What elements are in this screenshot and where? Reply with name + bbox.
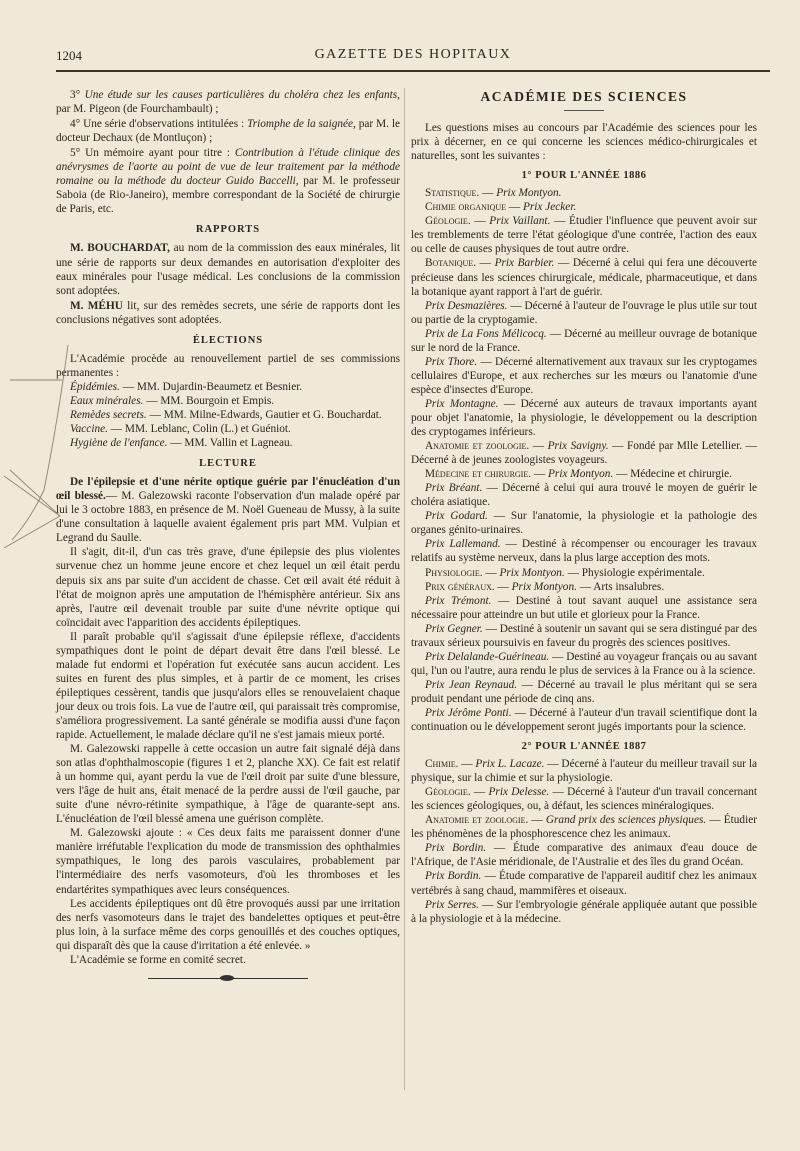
prize-description: — Décerné à l'auteur de l'ouvrage le plus utile sur tout ou partie de la cryptogamie. (411, 299, 757, 326)
prize-entry (411, 898, 757, 926)
lecture-body (56, 545, 400, 966)
prize-name: Prix Serres. (425, 898, 479, 911)
commission-members: — MM. Milne-Edwards, Gautier et G. Bouchardat. (146, 408, 382, 421)
item-title: Une étude sur les causes particulières du choléra chez les enfants, (84, 89, 400, 101)
commission-item (56, 408, 400, 422)
title-rule (564, 110, 604, 111)
commission-item (56, 422, 400, 436)
prize-name: Prix Delalande-Guérineau. (425, 650, 550, 663)
prize-category: Anatomie et zoologie. — (425, 814, 546, 827)
prize-entry (411, 622, 757, 650)
prize-description: — Étudier l'influence que peuvent avoir sur les tremblements de terre l'état géologique d'une contrée, l'action des eaux ou celle de causes physiques de tout autre ordre. (411, 215, 757, 256)
prize-name: Prix Bordin. (425, 842, 487, 855)
commission-name: Vaccine. (70, 423, 108, 436)
prize-category: Géologie. — (425, 786, 489, 799)
prize-description: — Étude comparative des animaux d'eau douce de l'Afrique, de l'Asie méridionale, de l'Australie et des îles du grand Océan. (411, 842, 758, 869)
prize-entry (411, 813, 757, 841)
prize-entry (411, 256, 757, 298)
prize-name: Prix Godard. (425, 510, 488, 523)
prize-description: — Décerné au meilleur ouvrage de botanique sur le nord de la France. (411, 327, 757, 354)
rapport-author: M. MÉHU (70, 299, 123, 312)
prize-entry (411, 397, 757, 439)
numbered-item (56, 117, 400, 145)
prize-name: Prix Jérôme Ponti. (425, 706, 512, 719)
lecture-text: — M. Galezowski raconte l'observation d'un malade opéré par lui le 3 octobre 1883, en présence de M. Noël Gueneau de Mussy, à la suite d'une consultation à laquelle avaient également pris part MM. Vulpian et Legrand du Saulle. (56, 490, 400, 545)
commission-members: — MM. Leblanc, Colin (L.) et Guéniot. (107, 423, 291, 436)
item-text: Un mémoire ayant pour titre : (85, 147, 235, 160)
rapports-list (56, 241, 400, 326)
prize-entry (411, 327, 757, 355)
commission-item (56, 436, 400, 450)
prize-description: — Décerné alternativement aux travaux sur les cryptogames cellulaires d'Europe, et aux recherches sur les mœurs ou l'anatomie d'une espèce d'insectes d'Europe. (411, 355, 757, 396)
section-intro: Les questions mises au concours par l'Académie des sciences pour les prix à décerner, en ce qui concerne les sciences médico-chirurgicales et naturelles, sont les suivantes : (411, 122, 757, 163)
prize-category: Chimie organique — (425, 201, 523, 214)
prize-name: Prix Savigny. (547, 440, 609, 453)
prize-entry (411, 650, 757, 678)
item-number: 4° (70, 118, 84, 131)
left-column (56, 88, 400, 981)
year-1886-heading: 1° POUR L'ANNÉE 1886 (521, 170, 647, 182)
prize-entry (411, 785, 757, 813)
item-text: Une série d'observations intitulées : (83, 118, 248, 131)
prize-entry (411, 869, 757, 897)
commissions-list (56, 380, 400, 450)
prize-description: — Destiné à récompenser ou encourager les travaux relatifs au système nerveux, dans la plus large acception des mots. (411, 538, 757, 565)
prize-entry (411, 200, 757, 214)
prizes-1887 (411, 757, 757, 926)
section-title: ACADÉMIE DES SCIENCES (480, 89, 688, 104)
body-paragraph: L'Académie se forme en comité secret. (70, 953, 246, 966)
prize-description: — Sur l'embryologie générale appliquée autant que possible à la physiologie et à la médecine. (411, 898, 757, 925)
column-divider (404, 88, 405, 1090)
prize-description: — Décerné à l'auteur du meilleur travail sur la physique, sur la chimie et sur la physiologie. (411, 758, 757, 785)
prize-entry (411, 580, 757, 594)
prize-description: — Décerné au travail le plus méritant qui se sera produit pendant une période de cinq ans. (411, 678, 757, 705)
journal-title: GAZETTE DES HOPITAUX (314, 47, 512, 62)
item-title: Contribution à l'étude clinique des anévrysmes de l'aorte au point de vue de leur traitement par la méthode romaine ou la méthode du docteur Guido Baccelli, (56, 147, 401, 188)
item-number: 3° (70, 89, 85, 101)
prize-entry (411, 481, 757, 509)
year-1887-heading: 2° POUR L'ANNÉE 1887 (521, 741, 647, 753)
commission-item (56, 380, 400, 394)
numbered-items (56, 88, 400, 216)
prize-entry (411, 439, 757, 467)
prize-name: Prix Bréant. (425, 482, 483, 495)
item-title: Triomphe de la saignée, (247, 118, 356, 131)
prize-name: Prix Gegner. (425, 622, 483, 635)
end-ornament (148, 975, 308, 981)
prize-entry (411, 467, 757, 481)
rapport-paragraph (56, 241, 400, 297)
prize-name: Prix Thore. (425, 355, 478, 368)
item-text: par M. le docteur Dechaux (de Montluçon) ; (56, 118, 401, 145)
prize-name: Prix Barbier. (494, 257, 555, 270)
prize-description: — Destiné au voyageur français ou au savant qui, l'un ou l'autre, aura rendu le plus de services à la France ou à la science. (411, 650, 757, 677)
prize-entry (411, 841, 757, 869)
lecture-intro (56, 475, 400, 545)
prize-name: Prix Vaillant. (489, 215, 551, 228)
right-column (411, 88, 757, 926)
prize-description: — Physiologie expérimentale. (564, 566, 705, 579)
prize-entry (411, 537, 757, 565)
prize-name: Prix Jecker. (522, 201, 577, 214)
commission-name: Remèdes secrets. (70, 408, 147, 421)
prize-name: Prix Jean Reynaud. (425, 678, 518, 691)
rapport-paragraph (56, 299, 400, 327)
page-number: 1204 (56, 48, 82, 63)
elections-intro: L'Académie procède au renouvellement partiel de ses commissions permanentes : (56, 352, 400, 379)
prize-description: — Décerné aux auteurs de travaux importants ayant pour objet l'anatomie, la physiologie, le développement ou la description des cryptogames inférieurs. (411, 397, 757, 439)
prize-category: Chimie. — (425, 758, 476, 771)
prize-name: Prix Montagne. (425, 397, 499, 410)
commission-members: — MM. Bourgoin et Empis. (143, 394, 275, 407)
rapports-heading: RAPPORTS (195, 224, 261, 236)
commission-item (56, 394, 400, 408)
item-text: par M. le professeur Saboia (de Rio-Janeiro), membre correspondant de la Société de chirurgie de Paris, etc. (56, 175, 400, 216)
prize-name: Prix Delesse. (488, 786, 550, 799)
body-paragraph: M. Galezowski ajoute : « Ces deux faits me paraissent donner d'une manière irréfutable l'explication du mode de transmission des ophthalmies sympathiques, le long des parois vasculaires, probablement par l'intermédiaire des nerfs vasomoteurs, d'où les thromboses et les endartérites sympathiques avec leurs conséquences. (56, 827, 400, 896)
prize-category: Géologie. — (425, 215, 490, 228)
prize-name: Prix L. Lacaze. (475, 758, 545, 771)
prize-description: — Sur l'anatomie, la physiologie et la pathologie des organes génito-urinaires. (411, 510, 757, 537)
numbered-item (56, 88, 400, 116)
prize-name: Grand prix des sciences physiques. (545, 814, 707, 827)
prize-description: — Médecine et chirurgie. (613, 468, 732, 481)
body-paragraph: M. Galezowski rappelle à cette occasion un autre fait signalé déjà dans son atlas d'ophthalmoscopie (figures 1 et 2, planche XX). Ce fait est relatif à un homme qui, ayant perdu la vue de l'œil droit par suite d'une blessure, vers l'âge de huit ans, était menacé de la perdre aussi de l'œil gauche, par suite d'une névro-rétinite sympathique, à l'âge de quarante-sept ans. L'énucléation de l'œil blessé amena une guérison complète. (56, 743, 400, 826)
body-paragraph: Les accidents épileptiques ont dû être provoqués aussi par une irritation des nerfs vasomoteurs dans le trajet des bandelettes optiques et peut-être plus loin, à la surface même des corps genouillés et des couches optiques, qui disparaît dès que la cause d'irritation a été enlevée. » (56, 897, 400, 952)
prize-category: Statistique. — (425, 187, 497, 200)
item-number: 5° (70, 147, 86, 160)
prize-entry (411, 299, 757, 327)
prize-description: — Décerné à l'auteur d'un travail scientifique dont la continuation ou le développement seront jugés importants pour la science. (411, 706, 757, 734)
prize-description: — Arts insalubres. (576, 580, 665, 593)
prize-entry (411, 678, 757, 706)
prize-name: Prix Montyon. (496, 187, 562, 200)
prize-entry (411, 757, 757, 785)
numbered-item (56, 146, 400, 216)
prize-category: Médecine et chirurgie. — (425, 468, 549, 481)
prize-description: — Décerné à celui qui aura trouvé le moyen de guérir le choléra asiatique. (411, 482, 757, 509)
lecture-heading: LECTURE (199, 458, 257, 470)
commission-members: — MM. Dujardin-Beaumetz et Besnier. (119, 380, 303, 393)
prize-description: — Décerné à l'auteur d'un travail concernant les sciences géologiques, ou, à défaut, les sciences minéralogiques. (411, 786, 757, 813)
body-paragraph: Il s'agit, dit-il, d'un cas très grave, d'une épilepsie des plus violentes survenue chez un homme jeune encore et chez lequel un œil était perdu depuis six ans par suite d'un accident de chasse. Cet œil avait été réduit à l'état de moignon après une amputation de l'hémisphère antérieur. Six ans après, l'autre œil devenait trouble par suite d'une névrite optique qui coïncidait avec l'apparition des accidents épileptiques. (56, 546, 400, 629)
prize-entry (411, 509, 757, 537)
commission-name: Hygiène de l'enfance. (70, 437, 168, 450)
page-header (56, 44, 770, 72)
prize-name: Prix Montyon. (511, 580, 577, 593)
prize-category: Botanique. — (425, 257, 495, 270)
elections-heading: ÉLECTIONS (192, 334, 264, 346)
prize-name: Prix Lallemand. (425, 538, 501, 551)
prize-name: Prix Montyon. (548, 468, 614, 481)
prize-name: Prix de La Fons Mélicocq. (425, 327, 547, 340)
prize-entry (411, 566, 757, 580)
rapport-text: lit, sur des remèdes secrets, une série de rapports dont les conclusions négatives sont adoptées. (56, 299, 400, 326)
prize-category: Prix généraux. — (425, 580, 512, 593)
prize-name: Prix Desmazières. (425, 299, 508, 312)
rapport-author: M. BOUCHARDAT, (70, 242, 170, 255)
body-paragraph: Il paraît probable qu'il s'agissait d'une épilepsie réflexe, d'accidents sympathiques dont le point de départ devait être dans l'œil blessé. Le malade fut endormi et l'opération fut exécutée sans aucun accident. Les suites en furent des plus simples, et à partir de ce moment, les crises épileptiques cessèrent, tandis que jusqu'alors elles se renouvelaient chaque jour deux ou trois fois. La vue de l'autre œil, qui paraissait très compromise, s'améliora progressivement. La santé générale se modifia aussi d'une façon rapide. Actuellement, le malade déclare qu'il ne s'est jamais mieux porté. (56, 630, 400, 742)
lecture-lead: De l'épilepsie et d'une nérite optique guérie par l'énucléation d'un œil blessé. (56, 476, 400, 503)
prize-description: — Fondé par Mlle Letellier. — Décerné à de jeunes zoologistes voyageurs. (411, 440, 757, 467)
commission-name: Eaux minérales. (70, 394, 144, 407)
prize-name: Prix Montyon. (499, 566, 565, 579)
prize-description: — Étudier les phénomènes de la phosphorescence chez les animaux. (411, 814, 757, 841)
prizes-1886 (411, 186, 757, 734)
commission-name: Épidémies. (70, 380, 120, 393)
prize-description: — Décerné à celui qui fera une découverte précieuse dans les sciences chirurgicale, médicale, pharmaceutique, et dans la botanique ayant rapport à l'art de guérir. (411, 257, 757, 298)
prize-name: Prix Bordin. (425, 870, 482, 883)
prize-category: Anatomie et zoologie. — (425, 440, 548, 453)
rapport-text: au nom de la commission des eaux minérales, lit une série de rapports sur deux demandes en autorisation d'exploiter des eaux minérales pour l'usage médical. Les conclusions de la commission sont adoptées. (56, 242, 400, 297)
prize-entry (411, 594, 757, 622)
commission-members: — MM. Vallin et Lagneau. (167, 437, 293, 450)
prize-description: — Destiné à tout savant auquel une assistance sera nécessaire pour atteindre un but utile et glorieux pour la France. (411, 594, 758, 621)
item-text: par M. Pigeon (de Fourchambault) ; (56, 103, 219, 116)
prize-description: — Étude comparative de l'appareil auditif chez les animaux vertébrés à sang chaud, mammifères et oiseaux. (411, 870, 757, 897)
prize-entry (411, 214, 757, 256)
prize-name: Prix Trémont. (425, 594, 492, 607)
prize-entry (411, 706, 757, 734)
prize-entry (411, 355, 757, 397)
prize-description: — Destiné à soutenir un savant qui se sera distingué par des travaux sérieux poursuivis en faveur du progrès des sciences positives. (411, 622, 757, 649)
prize-entry (411, 186, 757, 200)
prize-category: Physiologie. — (425, 566, 500, 579)
